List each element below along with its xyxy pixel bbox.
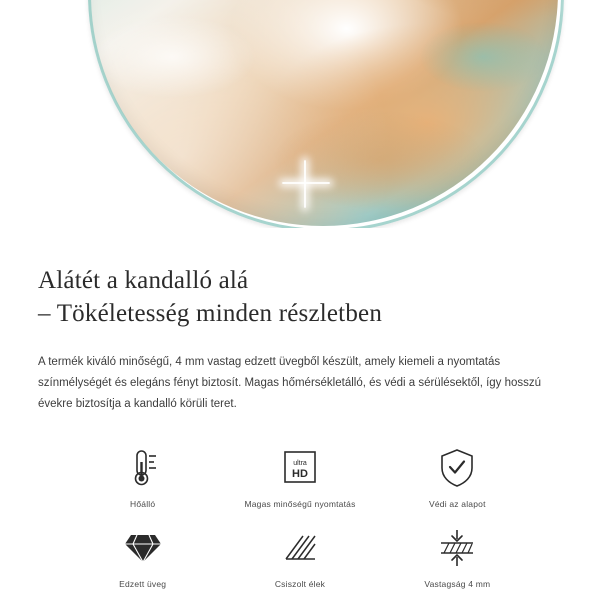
feature-label: Csiszolt élek xyxy=(274,579,326,589)
hero-mask-right xyxy=(560,0,600,228)
glass-board-image xyxy=(88,0,558,226)
page-title xyxy=(38,264,562,330)
feature-label: Vastagság 4 mm xyxy=(424,579,491,589)
feature-grid xyxy=(38,445,562,589)
svg-text:ultra: ultra xyxy=(293,460,307,467)
feature-item xyxy=(221,525,378,589)
content-area xyxy=(0,228,600,589)
hero-mask-left xyxy=(0,0,40,228)
feature-item xyxy=(64,445,221,509)
shield-check-icon xyxy=(438,445,476,491)
polished-edges-icon xyxy=(280,525,320,571)
hero-image xyxy=(0,0,600,228)
feature-item xyxy=(379,445,536,509)
svg-text:HD: HD xyxy=(292,468,308,480)
feature-label: Védi az alapot xyxy=(428,499,486,509)
feature-label: Edzett üveg xyxy=(119,579,167,589)
thickness-icon xyxy=(436,525,478,571)
headline-line-1: Alátét a kandalló alá xyxy=(38,267,249,294)
diamond-icon xyxy=(122,525,164,571)
headline-line-2: – Tökéletesség minden részletben xyxy=(38,300,383,327)
feature-label: Magas minőségű nyomtatás xyxy=(244,499,356,509)
thermometer-icon xyxy=(126,445,160,491)
feature-item xyxy=(221,445,378,509)
feature-item xyxy=(379,525,536,589)
feature-item xyxy=(64,525,221,589)
description-paragraph: A termék kiváló minőségű, 4 mm vastag edzett üvegből készült, amely kiemeli a nyomtatás színmélységét és elegáns fényt biztosít. Magas hőmérsékletálló, és védi a sérülésektől, így hosszú évekre biztosítja a kandalló körüli teret. xyxy=(38,356,542,410)
ultra-hd-icon xyxy=(280,445,320,491)
feature-label: Hőálló xyxy=(130,499,156,509)
